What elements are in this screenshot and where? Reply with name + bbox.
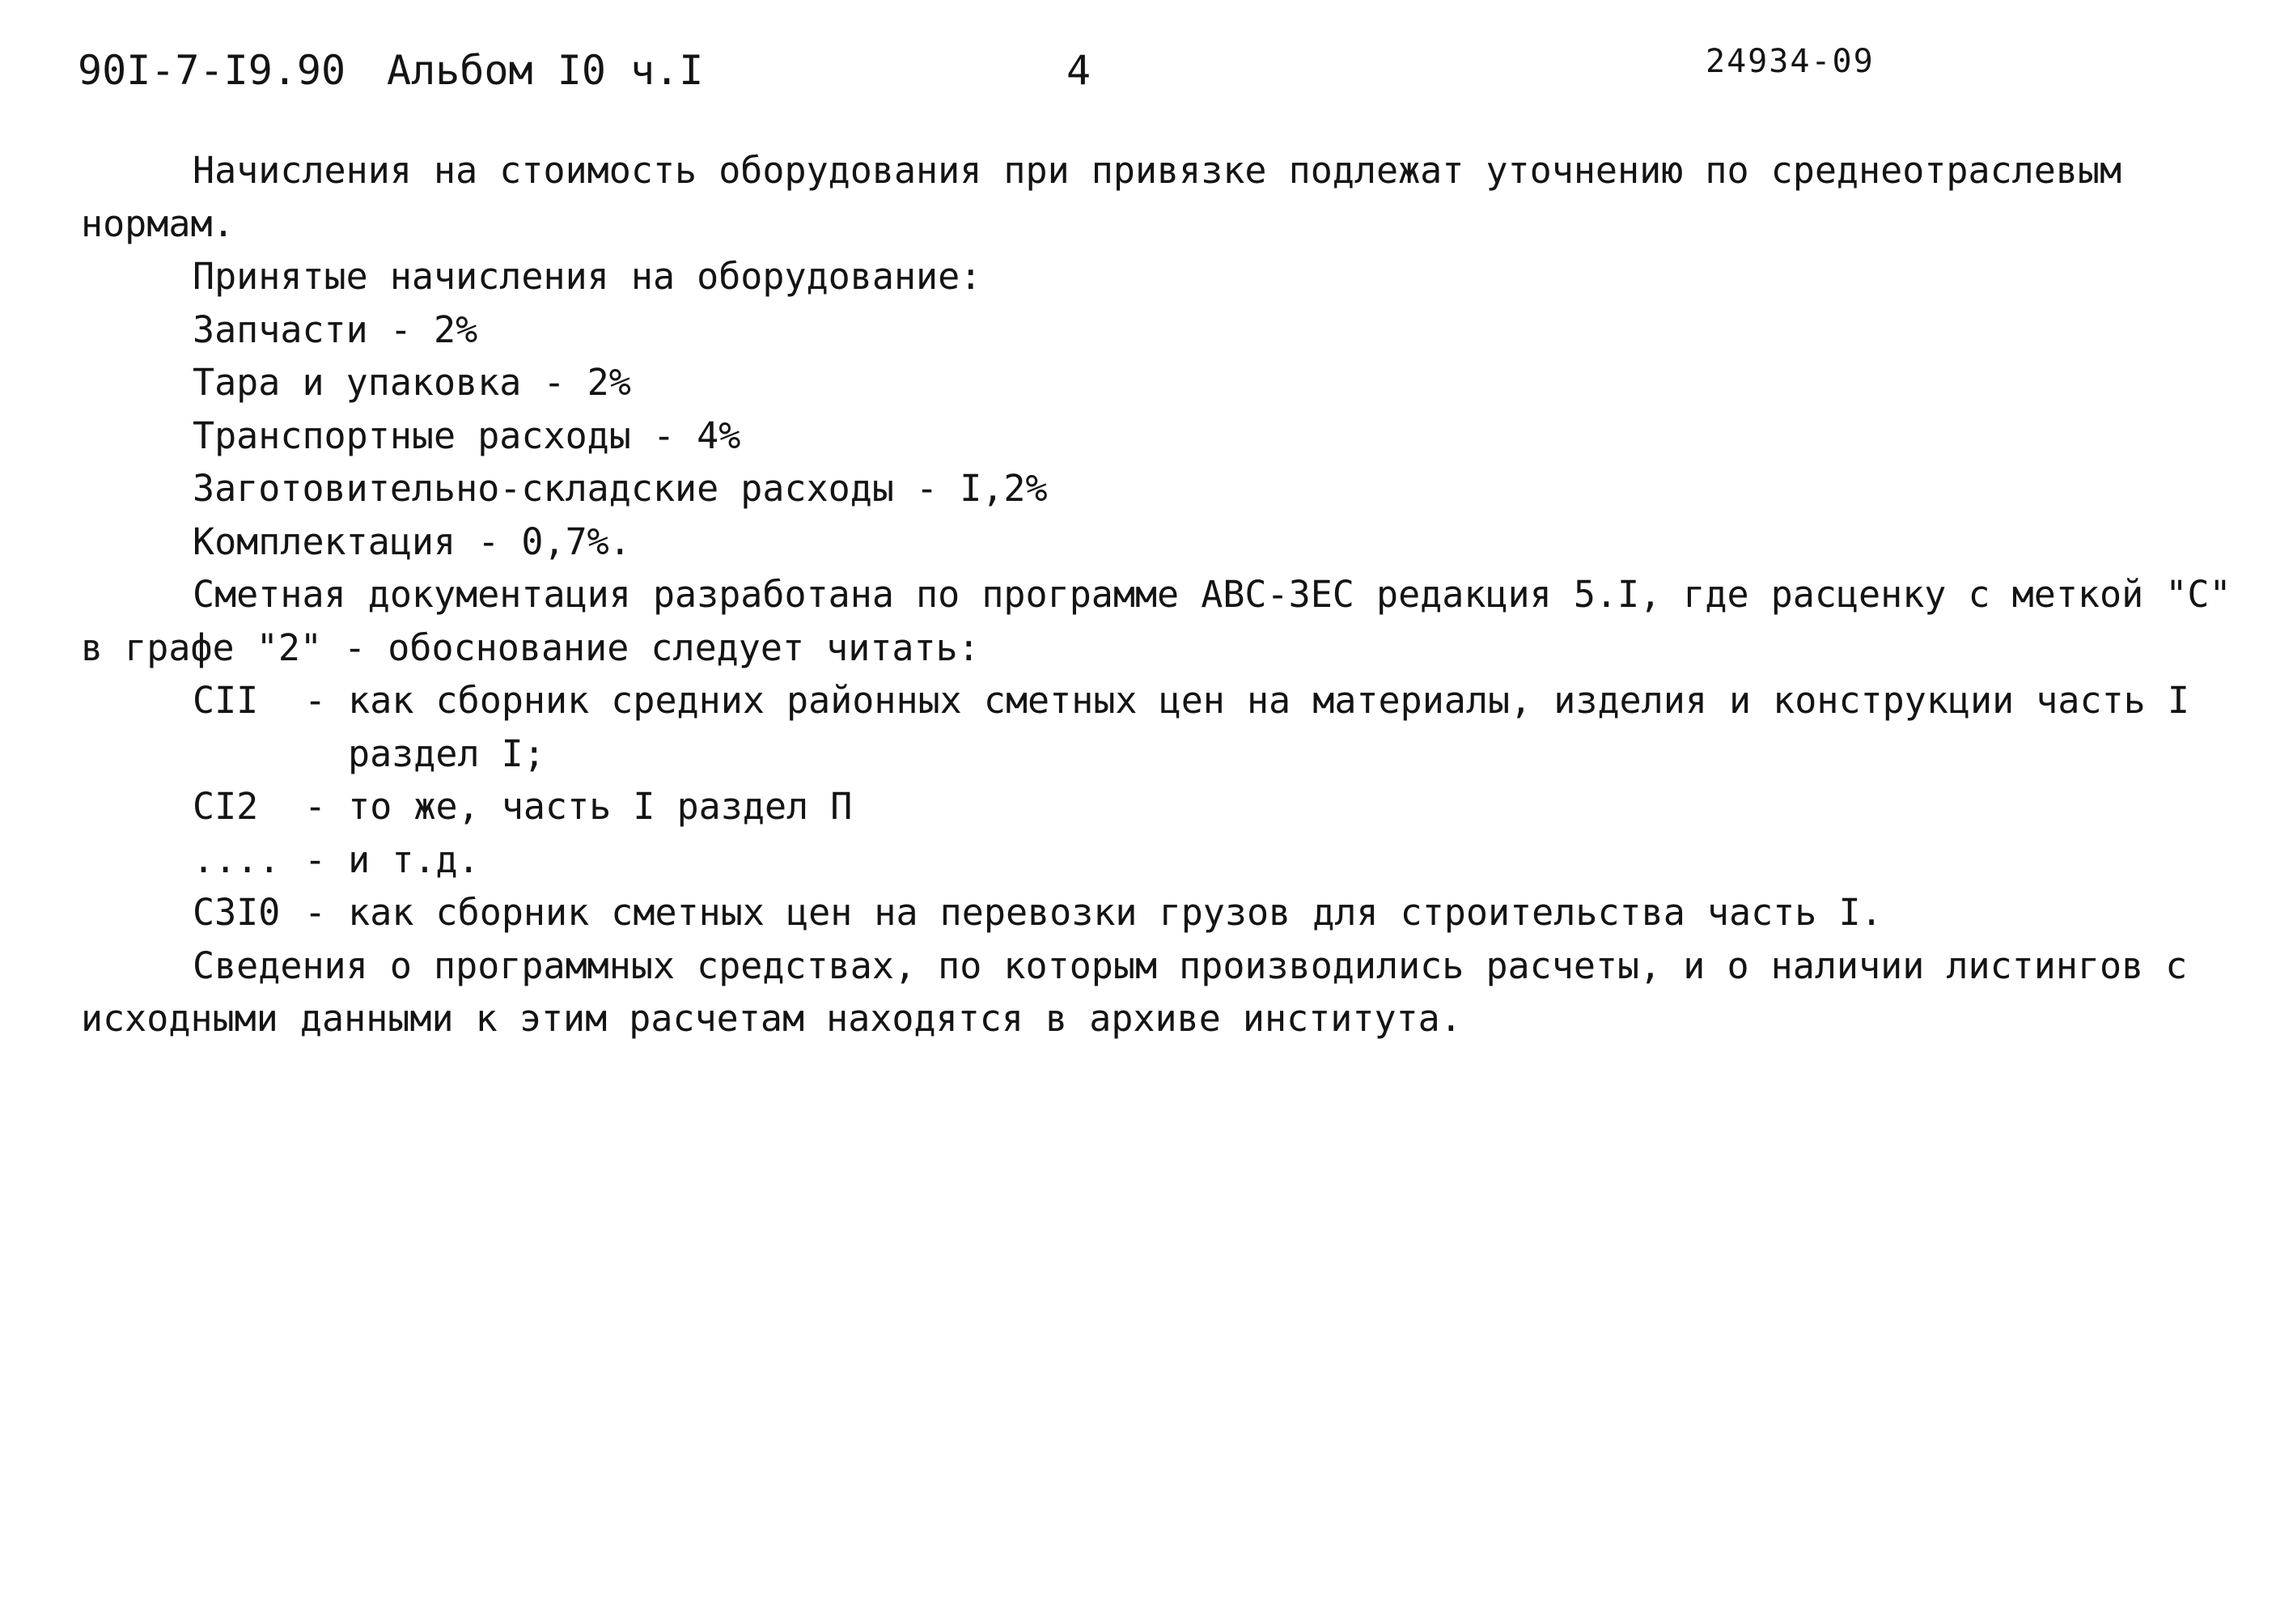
- code-label: СII: [193, 679, 259, 722]
- charge-item: Заготовительно-складские расходы - I,2%: [193, 467, 1048, 510]
- charge-item: Комплектация - 0,7%.: [193, 519, 631, 563]
- code-description-continued: раздел I;: [348, 731, 545, 775]
- paragraph-line: Сведения о программных средствах, по которым производились расчеты, и о наличии листингов с: [193, 943, 2188, 987]
- code-entry: [81, 780, 2265, 833]
- page-number: 4: [1066, 47, 1091, 94]
- paragraph-line: нормам.: [81, 201, 235, 245]
- paragraph-line: Начисления на стоимость оборудования при привязке подлежат уточнению по среднеотраслевым: [193, 149, 2122, 192]
- code-description: - как сборник средних районных сметных цен на материалы, изделия и конструкции часть I: [304, 679, 2189, 722]
- code-entry: [81, 886, 2265, 939]
- archive-number: 24934-09: [1706, 43, 1875, 80]
- paragraph-line: исходными данными к этим расчетам находятся в архиве института.: [81, 997, 1462, 1040]
- code-description: - то же, часть I раздел П: [304, 785, 853, 828]
- charge-item: Транспортные расходы - 4%: [193, 413, 741, 457]
- paragraph-line: в графе "2" - обоснование следует читать:: [81, 625, 980, 669]
- charge-item: Тара и упаковка - 2%: [193, 361, 631, 404]
- code-entry: [81, 674, 2265, 727]
- code-label: СI2: [193, 785, 259, 828]
- code-description: - как сборник сметных цен на перевозки грузов для строительства часть I.: [304, 891, 1883, 934]
- charges-title: Принятые начисления на оборудование:: [193, 255, 982, 298]
- paragraph-line: Сметная документация разработана по программе АВС-3ЕС редакция 5.I, где расценку с меткой "С": [193, 573, 2232, 616]
- code-entry: [81, 833, 2265, 887]
- code-description: - и т.д.: [304, 837, 480, 881]
- document-code: 90I-7-I9.90: [78, 47, 346, 94]
- charge-item: Запчасти - 2%: [193, 307, 478, 351]
- code-label: ....: [193, 837, 281, 881]
- document-body: [81, 144, 2265, 1045]
- code-label: С3I0: [193, 891, 281, 934]
- album-label: Альбом I0 ч.I: [387, 47, 704, 94]
